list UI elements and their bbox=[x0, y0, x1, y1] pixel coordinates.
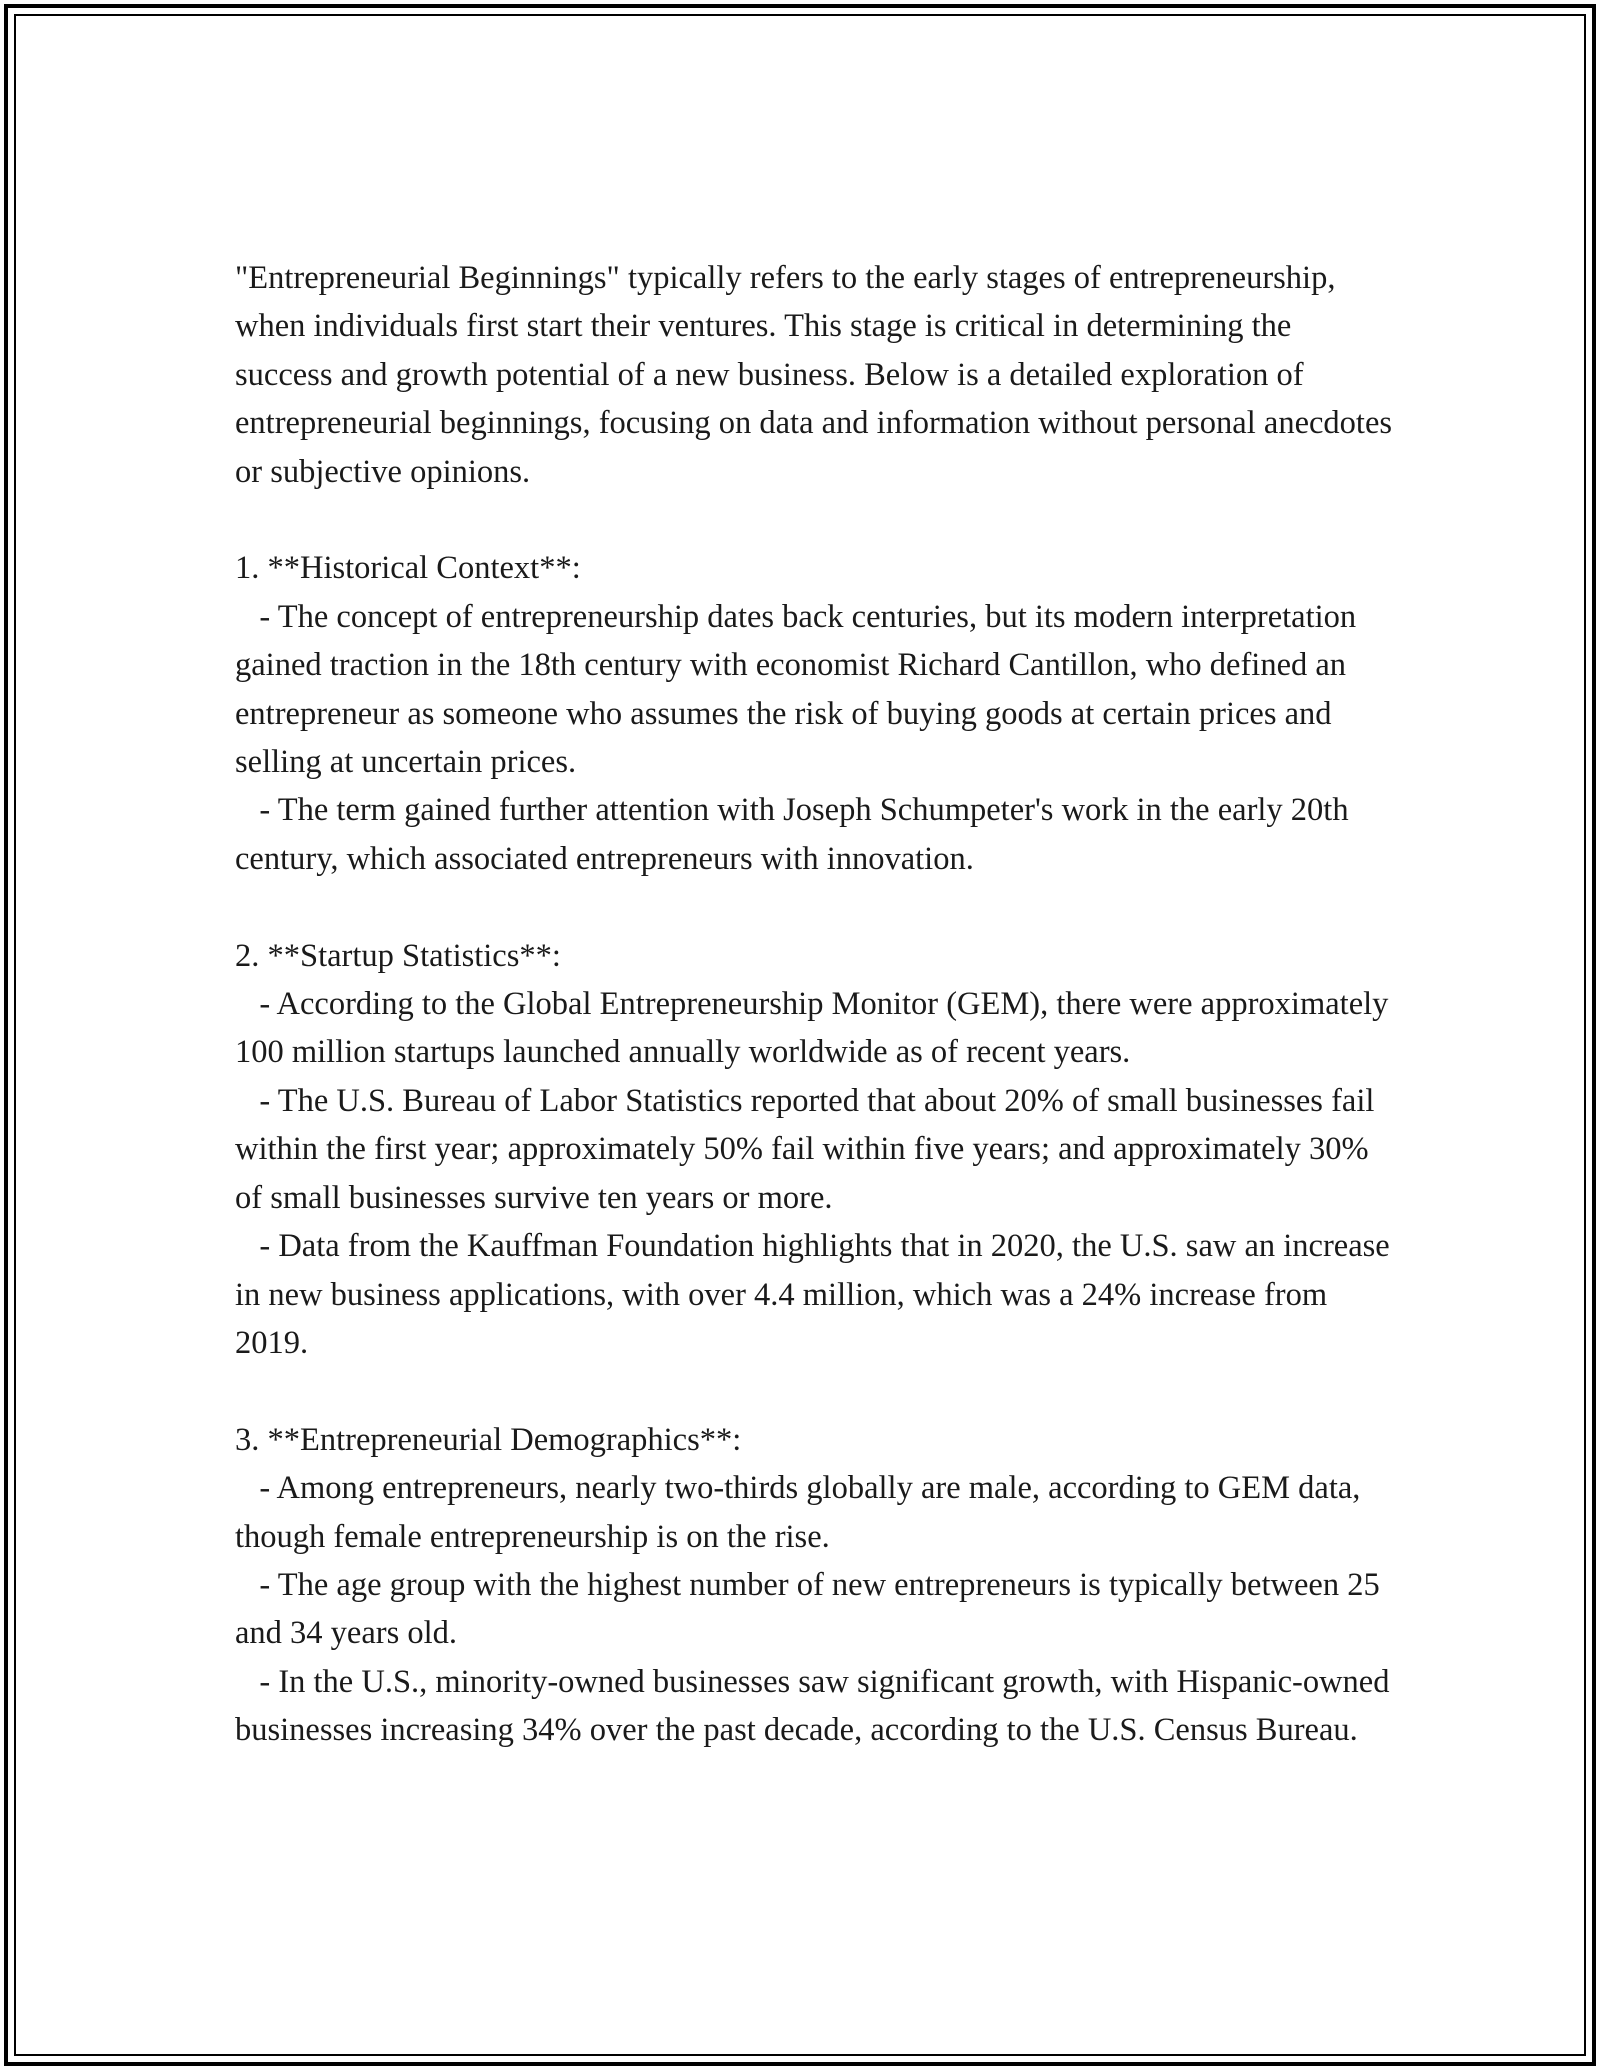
section-gap bbox=[235, 1367, 1395, 1415]
list-item: - The term gained further attention with Joseph Schumpeter's work in the early 20th century, which associated entrepreneurs with innovation. bbox=[235, 792, 1357, 877]
list-item: - The age group with the highest number of new entrepreneurs is typically between 25 and 34 years old. bbox=[235, 1566, 1388, 1652]
list-item: - Among entrepreneurs, nearly two-thirds globally are male, according to GEM data, though female entrepreneurship is on the rise. bbox=[235, 1470, 1369, 1555]
list-item: - Data from the Kauffman Foundation highlights that in 2020, the U.S. saw an increase in new business applications, with over 4.4 million, which was a 24% increase from 2019. bbox=[235, 1228, 1398, 1361]
section-heading: 1. **Historical Context**: bbox=[235, 550, 581, 587]
section-heading: 2. **Startup Statistics**: bbox=[235, 937, 561, 974]
section-historical-context bbox=[235, 544, 1395, 883]
intro-paragraph: "Entrepreneurial Beginnings" typically refers to the early stages of entrepreneurship, when individuals first start their ventures. This stage is critical in determining the success and growth potential of a new business. Below is a detailed exploration of entrepreneurial beginnings, focusing on data and information without personal anecdotes or subjective opinions. bbox=[235, 260, 1401, 490]
list-item: - According to the Global Entrepreneurship Monitor (GEM), there were approximately 100 million startups launched annually worldwide as of recent years. bbox=[235, 986, 1397, 1071]
list-item: - In the U.S., minority-owned businesses saw significant growth, with Hispanic-owned businesses increasing 34% over the past decade, according to the U.S. Census Bureau. bbox=[235, 1663, 1398, 1749]
section-gap bbox=[235, 883, 1395, 931]
document-body bbox=[235, 254, 1401, 1755]
section-entrepreneurial-demographics bbox=[235, 1416, 1398, 1755]
section-startup-statistics bbox=[235, 932, 1398, 1368]
list-item: - The concept of entrepreneurship dates back centuries, but its modern interpretation gained traction in the 18th century with economist Richard Cantillon, who defined an entrepreneur as someone who assumes the risk of buying goods at certain prices and selling at uncertain prices. bbox=[235, 598, 1365, 781]
section-gap bbox=[235, 496, 1395, 544]
list-item: - The U.S. Bureau of Labor Statistics reported that about 20% of small businesses fail within the first year; approximately 50% fail within five years; and approximately 30% of small businesses survive ten years or more. bbox=[235, 1082, 1383, 1216]
section-heading: 3. **Entrepreneurial Demographics**: bbox=[235, 1421, 742, 1458]
